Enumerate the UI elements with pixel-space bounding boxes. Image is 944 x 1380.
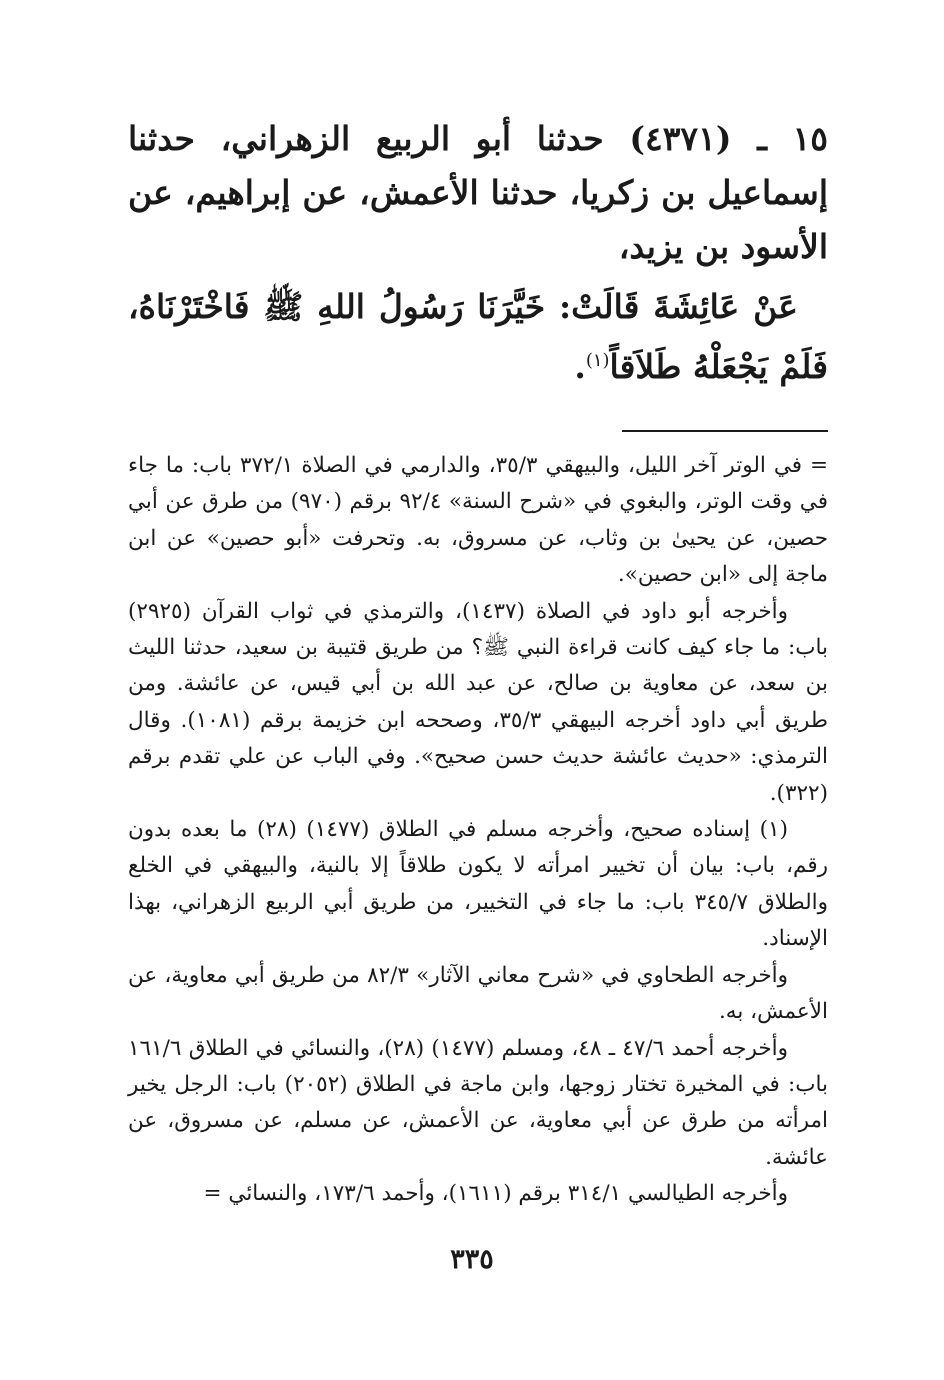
hadith-isnad: ١٥ ـ (٤٣٧١) حدثنا أبو الربيع الزهراني، حدثنا إسماعيل بن زكريا، حدثنا الأعمش، عن إبراهيم، عن الأسود بن يزيد، <box>128 119 829 266</box>
footnote-paragraph: = في الوتر آخر الليل، والبيهقي ٣٥/٣، والدارمي في الصلاة ٣٧٢/١ باب: ما جاء في وقت الوتر، والبغوي في «شرح السنة» ٩٢/٤ برقم (٩٧٠) من طرق عن أبي حصين، عن يحيىٰ بن وثاب، عن مسروق، به. وتحرفت «أبو حصين» عن ابن ماجة إلى «ابن حصين». <box>128 453 828 588</box>
footnote-paragraph: وأخرجه الطيالسي ٣١٤/١ برقم (١٦١١)، وأحمد ١٧٣/٦، والنسائي = <box>203 1181 788 1207</box>
footnote-paragraph: وأخرجه الطحاوي في «شرح معاني الآثار» ٨٢/٣ من طريق أبي معاوية، عن الأعمش، به. <box>128 962 828 1025</box>
page-number: ٣٣٥ <box>450 1244 494 1275</box>
footnote-paragraph: وأخرجه أبو داود في الصلاة (١٤٣٧)، والترمذي في ثواب القرآن (٢٩٢٥) باب: ما جاء كيف كانت قراءة النبي ﷺ؟ من طريق قتيبة بن سعيد، حدثنا الليث بن سعد، عن معاوية بن صالح، عن عبد الله بن أبي قيس، عن عائشة. ومن طريق أبي داود أخرجه البيهقي ٣٥/٣، وصححه ابن خزيمة برقم (١٠٨١). وقال الترمذي: «حديث عائشة حديث حسن صحيح». وفي الباب عن علي تقدم برقم (٣٢٢). <box>128 598 829 806</box>
page-body <box>128 112 828 1213</box>
footnote-paragraph: وأخرجه أحمد ٤٧/٦ ـ ٤٨، ومسلم (١٤٧٧) (٢٨)، والنسائي في الطلاق ١٦١/٦ باب: في المخيرة تختار زوجها، وابن ماجة في الطلاق (٢٠٥٢) باب: الرجل يخير امرأته من طرق عن أبي معاوية، عن الأعمش، عن مسلم، عن مسروق، عن عائشة. <box>128 1035 828 1170</box>
footnote-ref: (١) <box>585 350 610 371</box>
hadith-matn-paragraph <box>128 280 828 394</box>
hadith-matn: عَنْ عَائِشَةَ قَالَتْ: خَيَّرَنَا رَسُولُ اللهِ ﷺ فَاخْتَرْنَاهُ، فَلَمْ يَجْعَلْهُ طَلاَقاً <box>128 287 828 386</box>
footnote-divider <box>622 430 828 432</box>
footnote-paragraph: (١) إسناده صحيح، وأخرجه مسلم في الطلاق (١٤٧٧) (٢٨) ما بعده بدون رقم، باب: بيان أن تخيير امرأته لا يكون طلاقاً إلا بالنية، والبيهقي في الخلع والطلاق ٣٤٥/٧ باب: ما جاء في التخيير، من طريق أبي الربيع الزهراني، بهذا الإسناد. <box>128 817 828 952</box>
footnotes <box>128 448 828 1213</box>
hadith-end-mark: . <box>574 347 586 386</box>
